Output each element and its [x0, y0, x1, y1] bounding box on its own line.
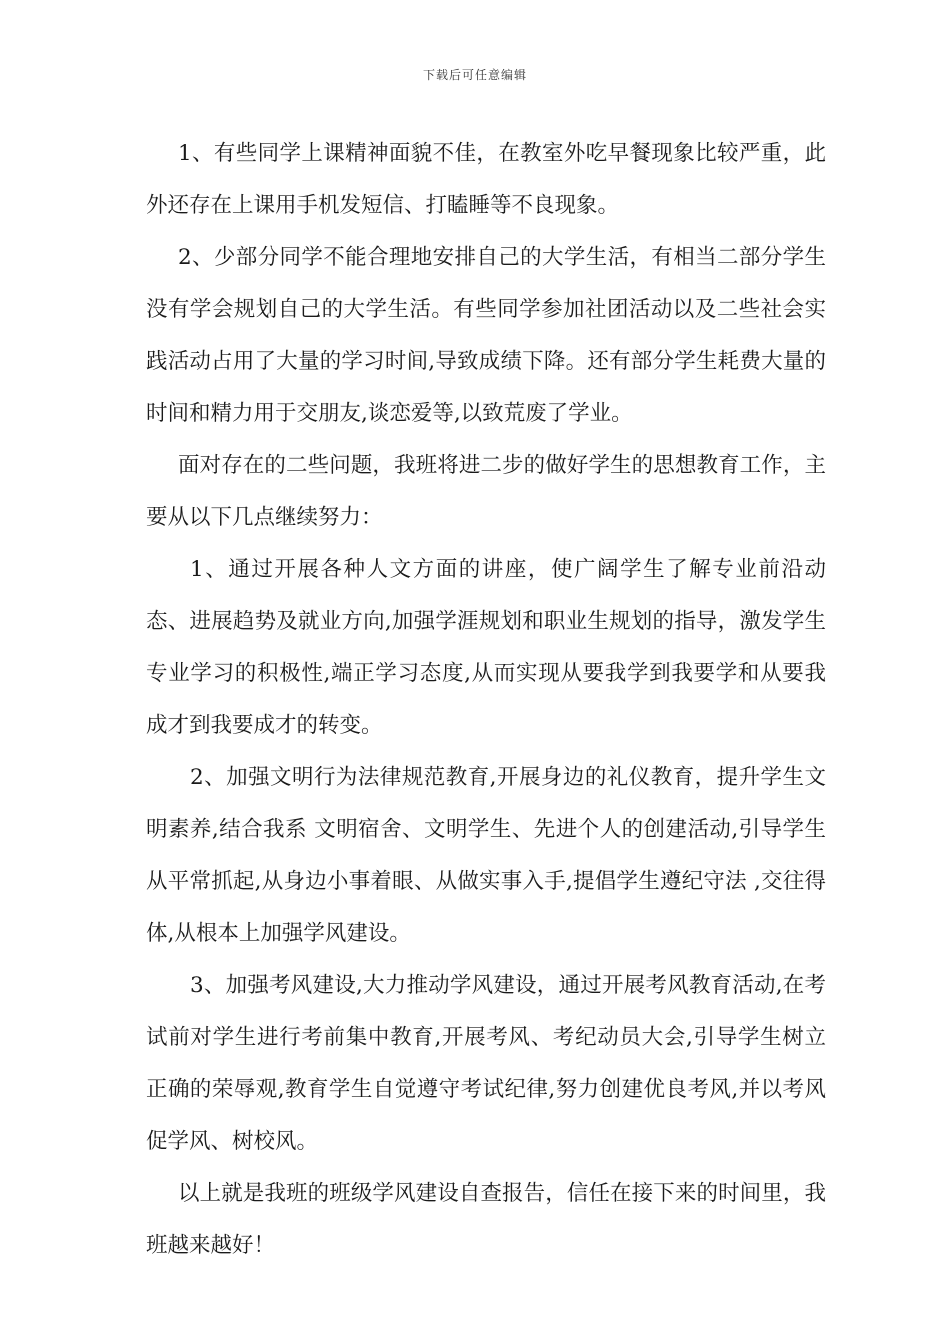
- paragraph-measure-2: 2、加强文明行为法律规范教育,开展身边的礼仪教育，提升学生文明素养,结合我系 文明宿舍、文明学生、先进个人的创建活动,引导学生从平常抓起,从身边小事着眼、从做实事入手,提倡学生遵纪守法 ,交往得体,从根本上加强学风建设。: [146, 765, 826, 946]
- document-body: [146, 128, 826, 1272]
- paragraph-issue-1: 1、有些同学上课精神面貌不佳，在教室外吃早餐现象比较严重，此外还存在上课用手机发短信、打瞌睡等不良现象。: [146, 141, 826, 218]
- paragraph-conclusion: 以上就是我班的班级学风建设自查报告，信任在接下来的时间里，我班越来越好！: [146, 1181, 826, 1258]
- paragraph-issue-2: 2、少部分同学不能合理地安排自己的大学生活，有相当二部分学生没有学会规划自己的大学生活。有些同学参加社团活动以及二些社会实践活动占用了大量的学习时间,导致成绩下降。还有部分学生耗费大量的时间和精力用于交朋友,谈恋爱等,以致荒废了学业。: [146, 245, 826, 426]
- paragraph-measure-1: 1、通过开展各种人文方面的讲座，使广阔学生了解专业前沿动态、进展趋势及就业方向,加强学涯规划和职业生规划的指导，激发学生专业学习的积极性,端正学习态度,从而实现从要我学到我要学和从要我成才到我要成才的转变。: [146, 557, 826, 738]
- paragraph-measure-3: 3、加强考风建设,大力推动学风建设，通过开展考风教育活动,在考试前对学生进行考前集中教育,开展考风、考纪动员大会,引导学生树立正确的荣辱观,教育学生自觉遵守考试纪律,努力创建优良考风,并以考风促学风、树校风。: [146, 973, 826, 1154]
- page-header: 下载后可任意编辑: [422, 68, 527, 82]
- paragraph-intro-measures: 面对存在的二些问题，我班将进二步的做好学生的思想教育工作，主要从以下几点继续努力：: [146, 453, 826, 530]
